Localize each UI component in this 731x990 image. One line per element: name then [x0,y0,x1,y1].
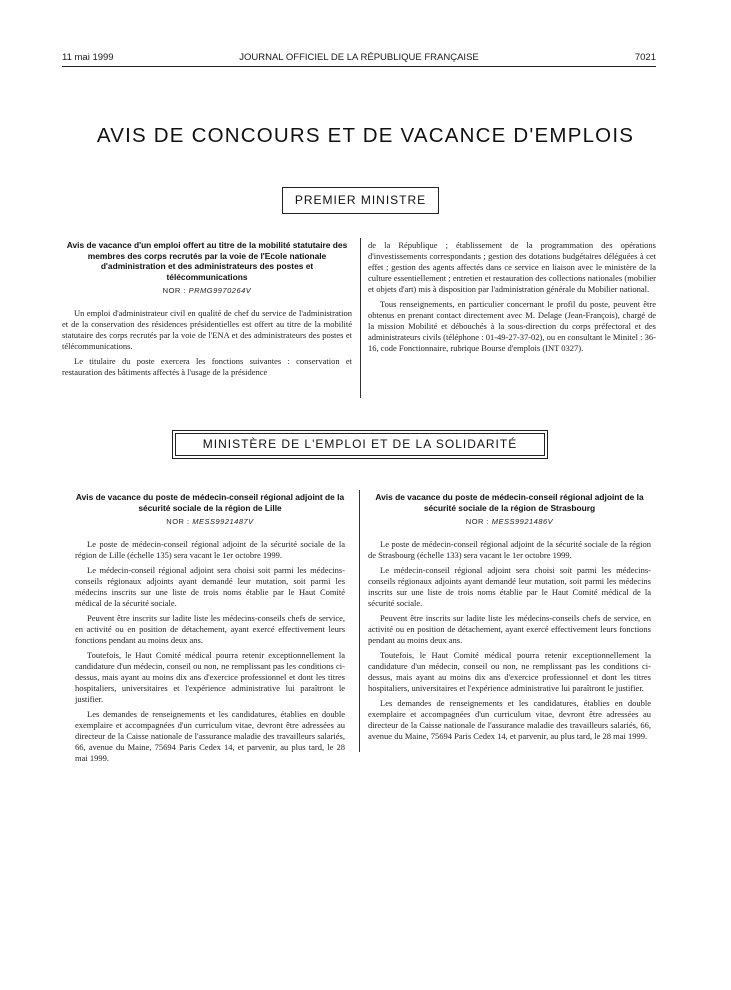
nor-label: NOR : [465,517,490,527]
header-page-number: 7021 [634,52,656,63]
paragraph: Le médecin-conseil régional adjoint sera choisi soit parmi les médecins-conseils régionaux adjoints ayant demandé leur mutation, soit parmi les médecins inscrits sur une liste de trois noms établie par le Haut Comité médical de la sécurité sociale. [368,565,651,609]
paragraph: de la République ; établissement de la programmation des opérations d'investissements correspondants ; gestion des dotations budgétaires déléguées à cet effet ; gestion des agents affectés dans ce service en liaison avec le ministère de la culture essentiellement ; entretien et restauration des collections nationales (mobilier et objets d'art) mis à disposition par l'administration générale du Mobilier national. [368,240,656,294]
nor-code: MESS9921487V [192,517,254,527]
article-nor [368,516,651,527]
article-title-mobilite: Avis de vacance d'un emploi offert au titre de la mobilité statutaire des membres des corps recrutés par la voie de l'Ecole nationale d'administration et des administrateurs des postes et télécommunications [66,240,348,282]
paragraph: Le poste de médecin-conseil régional adjoint de la sécurité sociale de la région de Lille (échelle 135) sera vacant le 1er octobre 1999. [75,539,345,561]
section-heading-premier-ministre [282,187,439,214]
paragraph: Toutefois, le Haut Comité médical pourra retenir exceptionnellement la candidature d'un médecin, conseil ou non, ne remplissant pas les conditions ci-dessus, mais ayant au moins dix ans d'exercice professionnel et dont les titres hospitaliers, universitaires et l'expérience administrative lui paraîtront le justifier. [75,650,345,705]
section1-column-left [62,240,352,382]
nor-label: NOR : [162,286,187,296]
page-header [62,52,656,66]
nor-code: PRMG9970264V [188,286,252,296]
nor-code: MESS9921486V [491,517,554,527]
paragraph: Peuvent être inscrits sur ladite liste les médecins-conseils chefs de service, en activité ou en position de détachement, ayant exercé effectivement leurs fonctions pendant au moins deux ans. [368,613,651,646]
paragraph: Tous renseignements, en particulier concernant le profil du poste, peuvent être obtenus en prenant contact directement avec M. Delage (Jean-François), chargé de la mission Mobilité et débouchés à la sous-direction du corps préfectoral et des administrateurs civils (téléphone : 01-49-27-37-02), ou en consultant le Minitel : 36-16, code Fonctionnaire, rubrique Bourse d'emplois (INT 0327). [368,299,656,353]
article-lille [75,492,345,768]
page-title: AVIS DE CONCOURS ET DE VACANCE D'EMPLOIS [96,124,635,147]
section-heading-label: PREMIER MINISTRE [294,193,427,207]
nor-label: NOR : [166,517,190,527]
paragraph: Peuvent être inscrits sur ladite liste les médecins-conseils chefs de service, en activité ou en position de détachement, ayant exercé effectivement leurs fonctions pendant au moins deux ans. [75,613,345,646]
paragraph: Les demandes de renseignements et les candidatures, établies en double exemplaire et accompagnées d'un curriculum vitae, devront être adressées au directeur de la Caisse nationale de l'assurance maladie des travailleurs salariés, 66, avenue du Maine, 75694 Paris Cedex 14, et parvenir, au plus tard, le 28 mai 1999. [368,698,651,742]
section-heading-inner-frame [175,433,545,456]
article-title-lille: Avis de vacance du poste de médecin-conseil régional adjoint de la sécurité sociale de la région de Lille [75,492,345,513]
article-strasbourg [368,492,651,746]
article-title-strasbourg: Avis de vacance du poste de médecin-conseil régional adjoint de la sécurité sociale de la région de Strasbourg [375,492,644,513]
article-nor [75,516,345,527]
paragraph: Le poste de médecin-conseil régional adjoint de la sécurité sociale de la région de Strasbourg (échelle 133) sera vacant le 1er octobre 1999. [368,539,651,561]
section1-column-right [368,240,656,358]
paragraph: Un emploi d'administrateur civil en qualité de chef du service de l'administration et de la conservation des résidences présidentielles est offert au titre de la mobilité statutaire des corps recrutés par la voie de l'ENA et des administrateurs des postes et télécommunications. [62,308,352,352]
paragraph: Le titulaire du poste exercera les fonctions suivantes : conservation et restauration des bâtiments affectés à l'usage de la présidence [62,356,352,378]
section-heading-label: MINISTÈRE DE L'EMPLOI ET DE LA SOLIDARITÉ [202,437,518,451]
paragraph: Les demandes de renseignements et les candidatures, établies en double exemplaire et accompagnées d'un curriculum vitae, devront être adressées au directeur de la Caisse nationale de l'assurance maladie des travailleurs salariés, 66, avenue du Maine, 75694 Paris Cedex 14, et parvenir, au plus tard, le 28 mai 1999. [75,709,345,764]
column-divider [360,238,361,398]
article-nor [62,285,352,296]
paragraph: Le médecin-conseil régional adjoint sera choisi soit parmi les médecins-conseils régionaux adjoints ayant demandé leur mutation, soit parmi les médecins inscrits sur une liste de trois noms établie par le Haut Comité médical de la sécurité sociale. [75,565,345,609]
section-heading-ministere-emploi [172,430,548,459]
header-rule [62,66,656,67]
header-date: 11 mai 1999 [62,52,114,63]
column-divider [359,490,360,752]
header-journal-title: JOURNAL OFFICIEL DE LA RÉPUBLIQUE FRANÇAISE [239,52,479,63]
paragraph: Toutefois, le Haut Comité médical pourra retenir exceptionnellement la candidature d'un médecin, conseil ou non, ne remplissant pas les conditions ci-dessus, mais ayant au moins dix ans d'exercice professionnel et dont les titres hospitaliers, universitaires et l'expérience administrative lui paraîtront le justifier. [368,650,651,694]
